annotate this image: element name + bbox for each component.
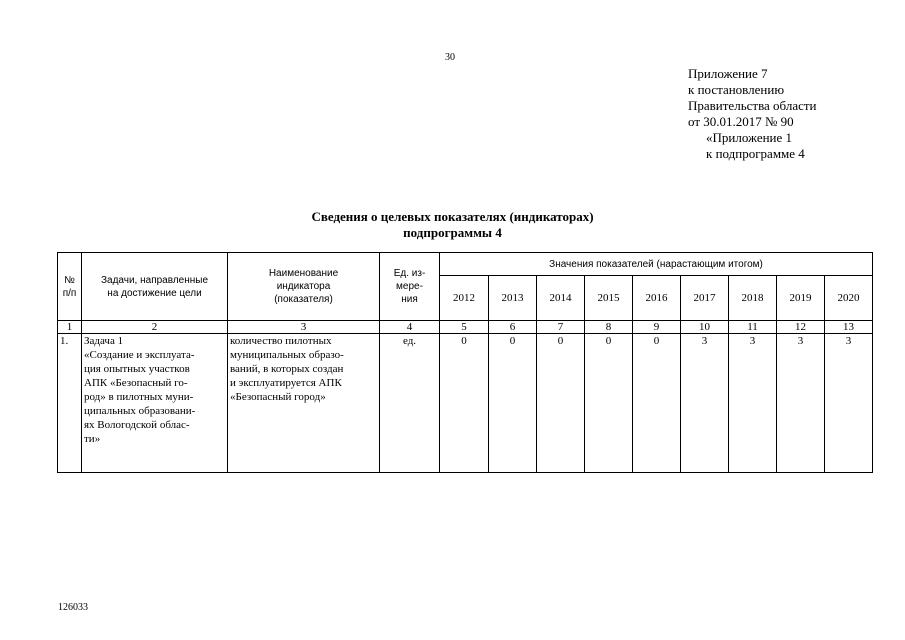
column-number: 8 <box>585 321 633 334</box>
header-indicator: Наименование индикатора (показателя) <box>228 253 380 321</box>
header-year: 2017 <box>681 276 729 321</box>
header-year: 2020 <box>825 276 873 321</box>
row-value-2012: 0 <box>440 334 489 473</box>
header-year: 2019 <box>777 276 825 321</box>
row-unit: ед. <box>380 334 440 473</box>
row-value-2019: 3 <box>777 334 825 473</box>
row-value-2018: 3 <box>729 334 777 473</box>
header-year: 2014 <box>537 276 585 321</box>
row-value-2020: 3 <box>825 334 873 473</box>
header-tasks: Задачи, направленные на достижение цели <box>82 253 228 321</box>
header-year: 2018 <box>729 276 777 321</box>
column-number: 6 <box>489 321 537 334</box>
column-number: 13 <box>825 321 873 334</box>
document-title <box>0 209 905 241</box>
appendix-block <box>688 66 817 162</box>
row-indicator: количество пилотных муниципальных образо- ваний, в которых создан и эксплуатируется АПК «Безопасный город» <box>228 334 380 473</box>
row-value-2017: 3 <box>681 334 729 473</box>
column-number: 10 <box>681 321 729 334</box>
appendix-line: «Приложение 1 <box>706 130 793 145</box>
appendix-line: к подпрограмме 4 <box>706 146 805 161</box>
row-num: 1. <box>58 334 82 473</box>
row-value-2015: 0 <box>585 334 633 473</box>
column-number: 9 <box>633 321 681 334</box>
appendix-line: Приложение 7 <box>688 66 768 81</box>
table-row <box>58 334 873 473</box>
appendix-line: от 30.01.2017 № 90 <box>688 114 794 129</box>
row-task: Задача 1 «Создание и эксплуата- ция опытных участков АПК «Безопасный го- род» в пилотных муни- ципальных образовани- ях Вологодской облас- ти» <box>82 334 228 473</box>
appendix-line: к постановлению <box>688 82 785 97</box>
column-number: 1 <box>58 321 82 334</box>
column-number-row <box>58 321 873 334</box>
header-values-group: Значения показателей (нарастающим итогом) <box>440 253 873 276</box>
title-line: подпрограммы 4 <box>403 225 502 240</box>
column-number: 3 <box>228 321 380 334</box>
column-number: 7 <box>537 321 585 334</box>
title-line: Сведения о целевых показателях (индикаторах) <box>311 209 594 224</box>
column-number: 12 <box>777 321 825 334</box>
column-number: 5 <box>440 321 489 334</box>
page-number: 30 <box>445 52 455 63</box>
header-year: 2012 <box>440 276 489 321</box>
header-year: 2013 <box>489 276 537 321</box>
appendix-line: Правительства области <box>688 98 817 113</box>
header-year: 2016 <box>633 276 681 321</box>
header-unit: Ед. из- мере- ния <box>380 253 440 321</box>
indicators-table <box>57 252 873 473</box>
column-number: 2 <box>82 321 228 334</box>
header-year: 2015 <box>585 276 633 321</box>
column-number: 11 <box>729 321 777 334</box>
document-code: 126033 <box>58 602 88 613</box>
row-value-2014: 0 <box>537 334 585 473</box>
row-value-2016: 0 <box>633 334 681 473</box>
row-value-2013: 0 <box>489 334 537 473</box>
column-number: 4 <box>380 321 440 334</box>
header-num: № п/п <box>58 253 82 321</box>
